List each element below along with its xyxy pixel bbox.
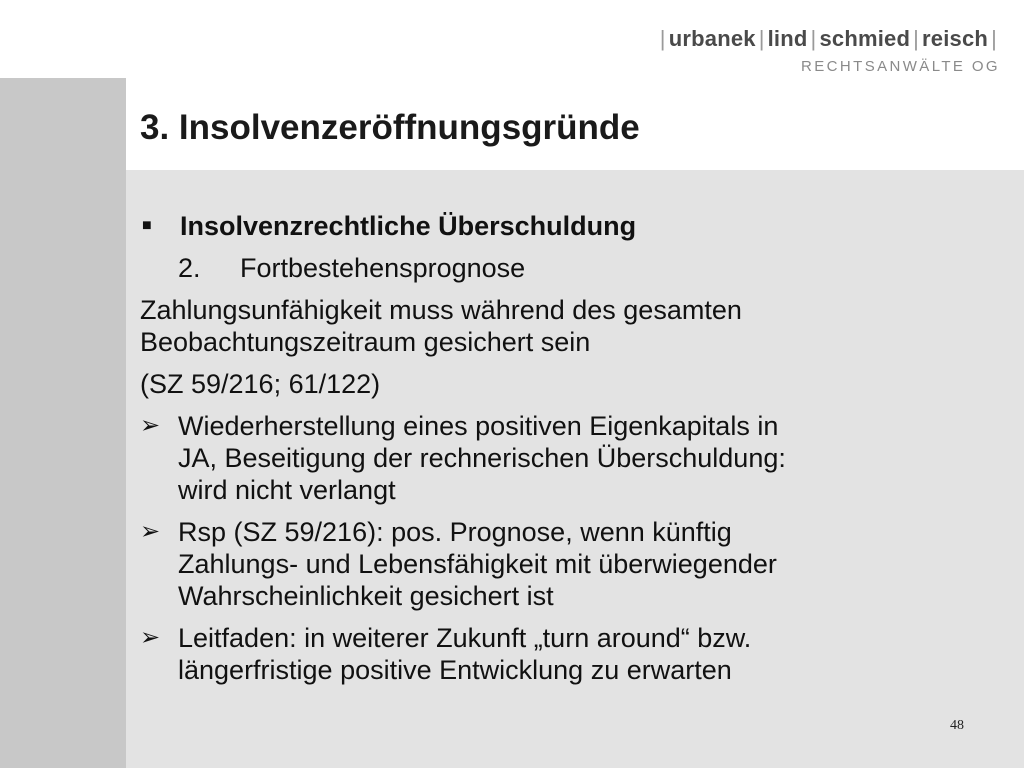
heading-row xyxy=(140,210,980,242)
logo-name-3: schmied xyxy=(819,26,911,51)
list-item-line: wird nicht verlangt xyxy=(178,475,396,505)
paragraph-line: Zahlungsunfähigkeit muss während des gesamten xyxy=(140,295,742,325)
citation-line: (SZ 59/216; 61/122) xyxy=(140,369,381,399)
item-text: Fortbestehensprognose xyxy=(240,253,526,283)
list-item-text xyxy=(178,410,786,506)
logo-name-2: lind xyxy=(767,26,808,51)
list-item xyxy=(140,410,980,506)
list-item-line: JA, Beseitigung der rechnerischen Überschuldung: xyxy=(178,443,786,473)
logo-names: | urbanek | lind | schmied | reisch | xyxy=(659,26,997,51)
arrow-bullet-icon: ➢ xyxy=(140,518,161,545)
arrow-bullet-icon: ➢ xyxy=(140,412,161,439)
list-item-text xyxy=(178,622,751,686)
slide-title: 3. Insolvenzeröffnungsgründe xyxy=(140,108,640,147)
list-item-line: Wahrscheinlichkeit gesichert ist xyxy=(178,581,554,611)
square-bullet-icon: ■ xyxy=(142,217,152,234)
list-item-text xyxy=(178,516,777,612)
paragraph xyxy=(140,294,980,400)
list-item-line: Zahlungs- und Lebensfähigkeit mit überwiegender xyxy=(178,549,777,579)
logo-subtitle: RECHTSANWÄLTE OG xyxy=(801,58,1000,75)
section-heading: Insolvenzrechtliche Überschuldung xyxy=(180,211,637,241)
list-item-line: Rsp (SZ 59/216): pos. Prognose, wenn künftig xyxy=(178,517,732,547)
numbered-item xyxy=(140,252,980,284)
slide-body xyxy=(140,210,980,686)
logo-name-4: reisch xyxy=(922,26,989,51)
item-number: 2. xyxy=(178,253,201,283)
list-item xyxy=(140,516,980,612)
left-sidebar-bar xyxy=(0,78,126,768)
firm-logo xyxy=(657,26,1000,75)
list-item-line: Wiederherstellung eines positiven Eigenkapitals in xyxy=(178,411,779,441)
list-item xyxy=(140,622,980,686)
paragraph-line: Beobachtungszeitraum gesichert sein xyxy=(140,327,591,357)
list-item-line: Leitfaden: in weiterer Zukunft „turn around“ bzw. xyxy=(178,623,752,653)
arrow-bullet-icon: ➢ xyxy=(140,624,161,651)
page-number: 48 xyxy=(950,718,964,733)
logo-name-1: urbanek xyxy=(668,26,756,51)
list-item-line: längerfristige positive Entwicklung zu erwarten xyxy=(178,655,732,685)
